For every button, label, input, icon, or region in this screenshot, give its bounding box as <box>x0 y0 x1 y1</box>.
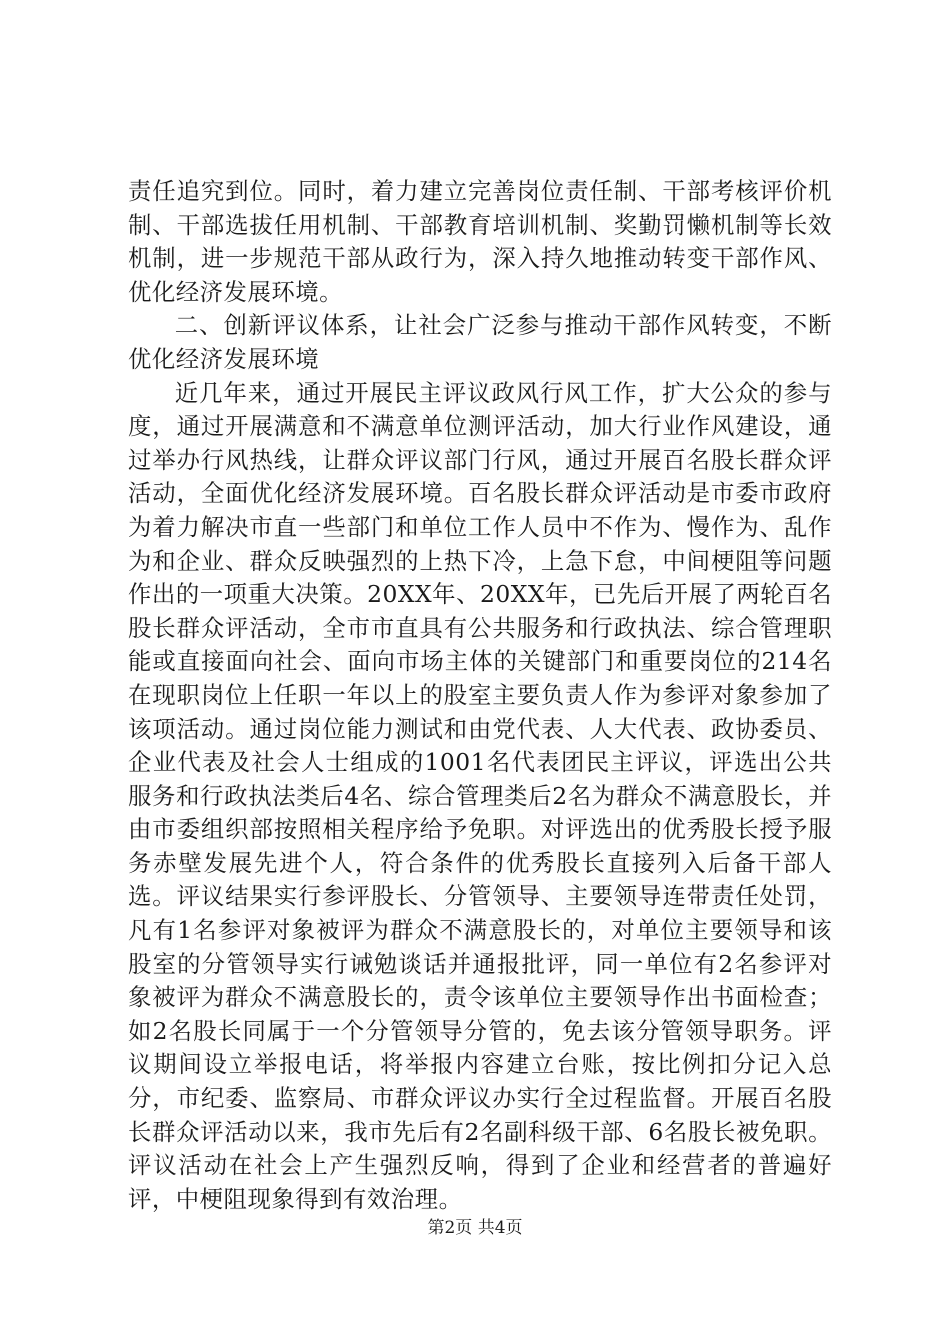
paragraph-1: 责任追究到位。同时，着力建立完善岗位责任制、干部考核评价机制、干部选拔任用机制、干部教育培训机制、奖勤罚懒机制等长效机制，进一步规范干部从政行为，深入持久地推动转变干部作风、优化经济发展环境。 <box>128 177 832 306</box>
page-footer: 第2页 共4页 <box>427 1218 523 1238</box>
paragraph-3: 近几年来，通过开展民主评议政风行风工作，扩大公众的参与度，通过开展满意和不满意单位测评活动，加大行业作风建设，通过举办行风热线，让群众评议部门行风，通过开展百名股长群众评活动，全面优化经济发展环境。百名股长群众评活动是市委市政府为着力解决市直一些部门和单位工作人员中不作为、慢作为、乱作为和企业、群众反映强烈的上热下冷，上急下怠，中间梗阻等问题作出的一项重大决策。20XX年、20XX年，已先后开展了两轮百名股长群众评活动，全市市直具有公共服务和行政执法、综合管理职能或直接面向社会、面向市场主体的关键部门和重要岗位的214名在现职岗位上任职一年以上的股室主要负责人作为参评对象参加了该项活动。通过岗位能力测试和由党代表、人大代表、政协委员、企业代表及社会人士组成的1001名代表团民主评议，评选出公共服务和行政执法类后4名、综合管理类后2名为群众不满意股长，并由市委组织部按照相关程序给予免职。对评选出的优秀股长授予服务赤壁发展先进个人，符合条件的优秀股长直接列入后备干部人选。评议结果实行参评股长、分管领导、主要领导连带责任处罚，凡有1名参评对象被评为群众不满意股长的，对单位主要领导和该股室的分管领导实行诫勉谈话并通报批评，同一单位有2名参评对象被评为群众不满意股长的，责令该单位主要领导作出书面检查；如2名股长同属于一个分管领导分管的，免去该分管领导职务。评议期间设立举报电话，将举报内容建立台账，按比例扣分记入总分，市纪委、监察局、市群众评议办实行全过程监督。开展百名股长群众评活动以来，我市先后有2名副科级干部、6名股长被免职。评议活动在社会上产生强烈反响，得到了企业和经营者的普遍好评，中梗阻现象得到有效治理。 <box>128 378 832 1213</box>
section-heading: 二、创新评议体系，让社会广泛参与推动干部作风转变，不断优化经济发展环境 <box>128 311 832 373</box>
document-body <box>128 175 832 1216</box>
